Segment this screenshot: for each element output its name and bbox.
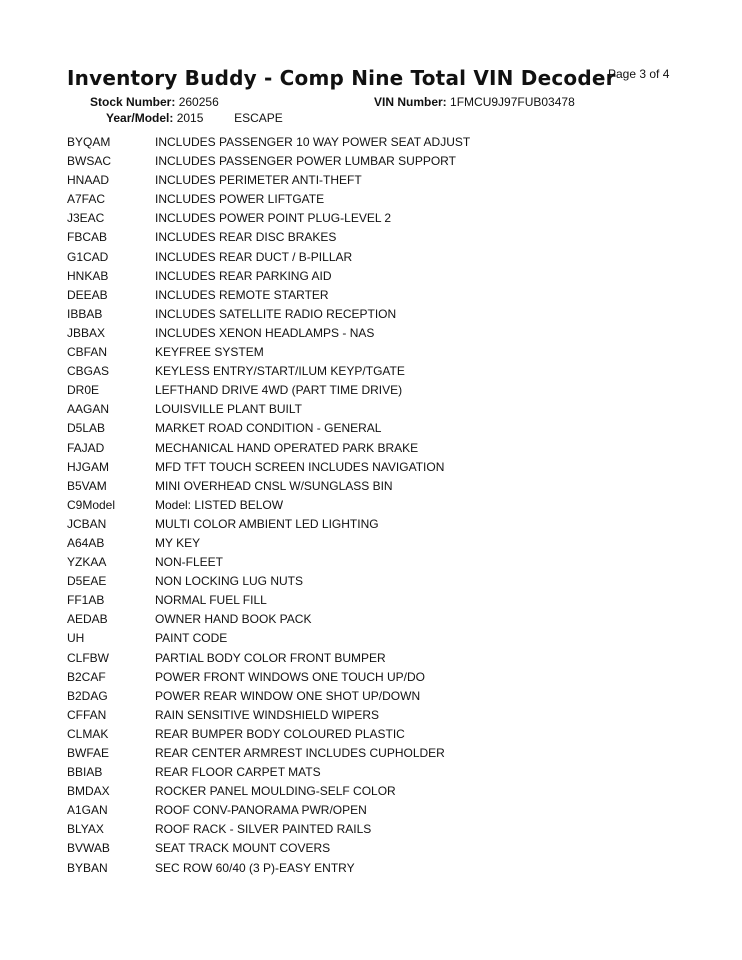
- list-item: [67, 381, 470, 400]
- option-code: BVWAB: [67, 841, 110, 856]
- list-item: [67, 706, 470, 725]
- list-item: [67, 725, 470, 744]
- option-description: NORMAL FUEL FILL: [155, 593, 267, 608]
- option-description: OWNER HAND BOOK PACK: [155, 612, 312, 627]
- option-code: C9Model: [67, 497, 116, 512]
- option-code: CBFAN: [67, 345, 108, 360]
- list-item: [67, 820, 470, 839]
- option-description: LOUISVILLE PLANT BUILT: [155, 402, 302, 417]
- option-description: PARTIAL BODY COLOR FRONT BUMPER: [155, 650, 386, 665]
- list-item: [67, 248, 470, 267]
- option-code: FF1AB: [67, 593, 105, 608]
- option-description: ROOF RACK - SILVER PAINTED RAILS: [155, 822, 372, 837]
- list-item: [67, 687, 470, 706]
- option-description: ROOF CONV-PANORAMA PWR/OPEN: [155, 803, 367, 818]
- list-item: [67, 572, 470, 591]
- option-code: A1GAN: [67, 803, 108, 818]
- list-item: [67, 343, 470, 362]
- option-code: BYBAN: [67, 860, 108, 875]
- option-description: RAIN SENSITIVE WINDSHIELD WIPERS: [155, 707, 380, 722]
- option-description: LEFTHAND DRIVE 4WD (PART TIME DRIVE): [155, 383, 403, 398]
- option-description: INCLUDES POWER LIFTGATE: [155, 192, 325, 207]
- option-code: FBCAB: [67, 230, 108, 245]
- vin-number-label: VIN Number:: [374, 95, 447, 109]
- list-item: [67, 496, 470, 515]
- page-number: Page 3 of 4: [608, 67, 670, 81]
- option-code: D5LAB: [67, 421, 106, 436]
- list-item: [67, 152, 470, 171]
- list-item: [67, 515, 470, 534]
- option-description: MARKET ROAD CONDITION - GENERAL: [155, 421, 382, 436]
- option-description: REAR FLOOR CARPET MATS: [155, 765, 321, 780]
- option-description: MULTI COLOR AMBIENT LED LIGHTING: [155, 516, 379, 531]
- list-item: [67, 801, 470, 820]
- option-code: BLYAX: [67, 822, 104, 837]
- option-code: D5EAE: [67, 574, 107, 589]
- option-description: REAR CENTER ARMREST INCLUDES CUPHOLDER: [155, 746, 445, 760]
- option-code: A7FAC: [67, 192, 106, 207]
- year-model: [106, 111, 283, 125]
- list-item: [67, 190, 470, 209]
- option-code: AEDAB: [67, 612, 108, 627]
- option-description: MINI OVERHEAD CNSL W/SUNGLASS BIN: [155, 478, 393, 493]
- option-code: B5VAM: [67, 478, 107, 493]
- list-item: [67, 209, 470, 228]
- option-code: BWSAC: [67, 154, 112, 169]
- list-item: [67, 228, 470, 247]
- option-code: AAGAN: [67, 402, 110, 417]
- option-description: INCLUDES POWER POINT PLUG-LEVEL 2: [155, 211, 392, 226]
- list-item: [67, 553, 470, 572]
- option-description: INCLUDES SATELLITE RADIO RECEPTION: [155, 306, 397, 321]
- option-description: NON LOCKING LUG NUTS: [155, 574, 304, 589]
- option-description: INCLUDES PASSENGER POWER LUMBAR SUPPORT: [155, 154, 456, 169]
- list-item: [67, 477, 470, 496]
- option-description: INCLUDES REAR DUCT / B-PILLAR: [155, 249, 353, 264]
- list-item: [67, 610, 470, 629]
- list-item: [67, 668, 470, 687]
- stock-number-value: 260256: [178, 95, 219, 109]
- option-description: KEYFREE SYSTEM: [155, 345, 264, 360]
- option-description: Model: LISTED BELOW: [155, 497, 284, 512]
- option-description: ROCKER PANEL MOULDING-SELF COLOR: [155, 784, 396, 799]
- list-item: [67, 286, 470, 305]
- list-item: [67, 305, 470, 324]
- year-value: 2015: [176, 111, 204, 125]
- option-code: G1CAD: [67, 249, 109, 264]
- model-value: ESCAPE: [234, 111, 283, 125]
- list-item: [67, 534, 470, 553]
- option-code: B2DAG: [67, 688, 108, 703]
- option-code: CLFBW: [67, 650, 109, 665]
- option-code: BMDAX: [67, 784, 110, 799]
- option-description: KEYLESS ENTRY/START/ILUM KEYP/TGATE: [155, 364, 405, 379]
- option-description: INCLUDES REMOTE STARTER: [155, 287, 329, 302]
- list-item: [67, 782, 470, 801]
- option-description: INCLUDES PASSENGER 10 WAY POWER SEAT ADJUST: [155, 135, 471, 149]
- list-item: [67, 171, 470, 190]
- option-code: DEEAB: [67, 287, 108, 302]
- option-description: NON-FLEET: [155, 555, 224, 570]
- vin-number-value: 1FMCU9J97FUB03478: [450, 95, 575, 109]
- option-description: INCLUDES REAR DISC BRAKES: [155, 230, 337, 245]
- option-code: HNAAD: [67, 173, 110, 188]
- option-code: BBIAB: [67, 765, 103, 780]
- option-code: UH: [67, 631, 85, 646]
- option-code: HNKAB: [67, 268, 109, 283]
- option-code-list: [67, 133, 470, 878]
- list-item: [67, 362, 470, 381]
- option-description: PAINT CODE: [155, 631, 228, 646]
- list-item: [67, 859, 470, 878]
- list-item: [67, 324, 470, 343]
- stock-number-label: Stock Number:: [90, 95, 176, 109]
- option-code: YZKAA: [67, 555, 107, 570]
- page-title: Inventory Buddy - Comp Nine Total VIN Decoder: [67, 66, 616, 90]
- list-item: [67, 763, 470, 782]
- list-item: [67, 649, 470, 668]
- year-model-label: Year/Model:: [106, 111, 174, 125]
- option-description: MFD TFT TOUCH SCREEN INCLUDES NAVIGATION: [155, 459, 445, 474]
- option-code: DR0E: [67, 383, 100, 398]
- list-item: [67, 419, 470, 438]
- option-code: J3EAC: [67, 211, 105, 226]
- option-code: A64AB: [67, 535, 105, 550]
- option-code: JBBAX: [67, 325, 106, 340]
- option-description: MECHANICAL HAND OPERATED PARK BRAKE: [155, 440, 419, 455]
- option-code: HJGAM: [67, 459, 109, 474]
- option-code: BWFAE: [67, 746, 110, 760]
- option-description: REAR BUMPER BODY COLOURED PLASTIC: [155, 726, 405, 741]
- option-code: BYQAM: [67, 135, 111, 149]
- option-description: INCLUDES XENON HEADLAMPS - NAS: [155, 325, 375, 340]
- list-item: [67, 839, 470, 858]
- option-description: POWER FRONT WINDOWS ONE TOUCH UP/DO: [155, 669, 426, 684]
- option-code: IBBAB: [67, 306, 103, 321]
- list-item: [67, 133, 470, 152]
- stock-number: [90, 95, 219, 109]
- list-item: [67, 744, 470, 763]
- vin-number: [374, 95, 575, 109]
- option-code: JCBAN: [67, 516, 107, 531]
- option-description: INCLUDES REAR PARKING AID: [155, 268, 332, 283]
- option-description: POWER REAR WINDOW ONE SHOT UP/DOWN: [155, 688, 421, 703]
- option-code: CFFAN: [67, 707, 107, 722]
- option-description: SEC ROW 60/40 (3 P)-EASY ENTRY: [155, 860, 355, 875]
- option-code: CLMAK: [67, 726, 109, 741]
- option-description: INCLUDES PERIMETER ANTI-THEFT: [155, 173, 362, 188]
- option-code: B2CAF: [67, 669, 106, 684]
- option-code: CBGAS: [67, 364, 110, 379]
- list-item: [67, 458, 470, 477]
- list-item: [67, 400, 470, 419]
- list-item: [67, 591, 470, 610]
- list-item: [67, 439, 470, 458]
- option-description: SEAT TRACK MOUNT COVERS: [155, 841, 331, 856]
- option-description: MY KEY: [155, 535, 201, 550]
- list-item: [67, 629, 470, 648]
- list-item: [67, 267, 470, 286]
- option-code: FAJAD: [67, 440, 105, 455]
